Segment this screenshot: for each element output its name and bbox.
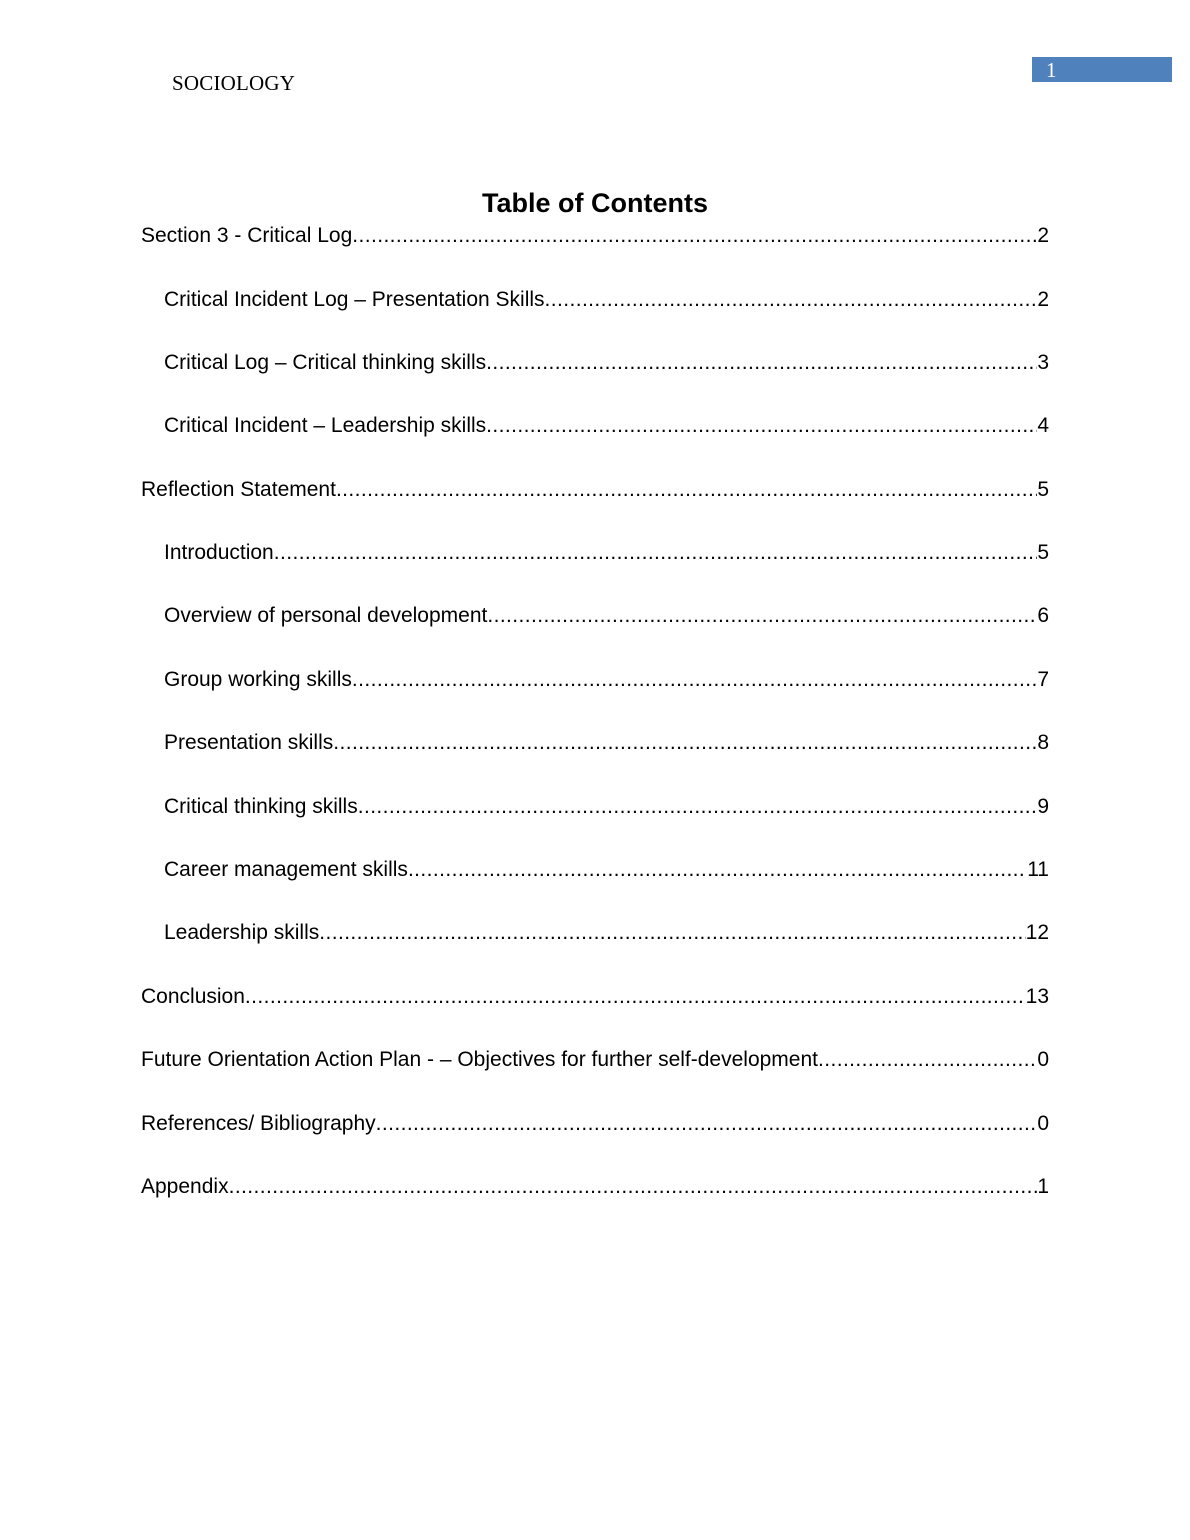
toc-entry-label: References/ Bibliography bbox=[141, 1112, 376, 1135]
toc-entry-section-3[interactable] bbox=[141, 223, 1049, 249]
toc-entry-page: 4 bbox=[1037, 414, 1049, 437]
dot-leader bbox=[818, 1047, 1037, 1073]
toc-entry-page: 3 bbox=[1037, 351, 1049, 374]
toc-entry-label: Presentation skills bbox=[164, 731, 334, 754]
toc-entry-page: 8 bbox=[1037, 731, 1049, 754]
toc-entry-presentation-skills[interactable] bbox=[164, 730, 1049, 756]
toc-entry-page: 13 bbox=[1025, 985, 1049, 1008]
toc-entry-label: Conclusion bbox=[141, 985, 245, 1008]
toc-entry-page: 7 bbox=[1037, 668, 1049, 691]
toc-heading: Table of Contents bbox=[482, 188, 708, 218]
toc-entry-label: Leadership skills bbox=[164, 921, 320, 944]
toc-entry-overview-personal-development[interactable] bbox=[164, 603, 1049, 629]
toc-entry-future-orientation-action-plan[interactable] bbox=[141, 1047, 1049, 1073]
toc-entry-appendix[interactable] bbox=[141, 1174, 1049, 1200]
dot-leader bbox=[486, 413, 1037, 439]
dot-leader bbox=[229, 1174, 1038, 1200]
toc-entry-conclusion[interactable] bbox=[141, 984, 1049, 1010]
dot-leader bbox=[408, 857, 1027, 883]
dot-leader bbox=[333, 730, 1037, 756]
dot-leader bbox=[319, 920, 1025, 946]
toc-entry-critical-incident-leadership[interactable] bbox=[164, 413, 1049, 439]
toc-entry-label: Section 3 - Critical Log bbox=[141, 224, 353, 247]
toc-entry-group-working-skills[interactable] bbox=[164, 667, 1049, 693]
running-header-title: SOCIOLOGY bbox=[172, 71, 296, 95]
toc-entry-critical-log-critical-thinking[interactable] bbox=[164, 350, 1049, 376]
dot-leader bbox=[486, 350, 1037, 376]
toc-entry-page: 2 bbox=[1037, 224, 1049, 247]
toc-entry-label: Future Orientation Action Plan - – Objectives for further self-development bbox=[141, 1048, 818, 1071]
toc-entry-page: 12 bbox=[1025, 921, 1049, 944]
toc-entry-page: 2 bbox=[1037, 288, 1049, 311]
toc-entry-label: Career management skills bbox=[164, 858, 408, 881]
toc-entry-label: Appendix bbox=[141, 1175, 229, 1198]
toc-entry-label: Critical thinking skills bbox=[164, 795, 358, 818]
toc-entry-label: Critical Incident Log – Presentation Skills bbox=[164, 288, 545, 311]
dot-leader bbox=[358, 794, 1038, 820]
dot-leader bbox=[376, 1111, 1038, 1137]
toc-entry-reflection-statement[interactable] bbox=[141, 477, 1049, 503]
toc-entry-references-bibliography[interactable] bbox=[141, 1111, 1049, 1137]
toc-entry-label: Introduction bbox=[164, 541, 274, 564]
toc-entry-page: 1 bbox=[1037, 1175, 1049, 1198]
toc-entry-page: 6 bbox=[1037, 604, 1049, 627]
toc-entry-label: Reflection Statement bbox=[141, 478, 336, 501]
page-number: 1 bbox=[1046, 58, 1057, 82]
toc-entry-page: 5 bbox=[1037, 541, 1049, 564]
page-number-badge bbox=[1032, 57, 1172, 82]
dot-leader bbox=[245, 984, 1026, 1010]
toc-entry-page: 11 bbox=[1027, 858, 1049, 881]
dot-leader bbox=[487, 603, 1037, 629]
toc-entry-page: 0 bbox=[1037, 1048, 1049, 1071]
toc-entry-critical-incident-log-presentation[interactable] bbox=[164, 287, 1049, 313]
toc-entry-leadership-skills[interactable] bbox=[164, 920, 1049, 946]
toc-entry-page: 5 bbox=[1037, 478, 1049, 501]
toc-entry-page: 0 bbox=[1037, 1112, 1049, 1135]
toc-entry-label: Group working skills bbox=[164, 668, 352, 691]
dot-leader bbox=[352, 667, 1037, 693]
toc-entry-label: Overview of personal development bbox=[164, 604, 488, 627]
dot-leader bbox=[352, 223, 1037, 249]
dot-leader bbox=[336, 477, 1037, 503]
dot-leader bbox=[274, 540, 1038, 566]
toc-entry-label: Critical Log – Critical thinking skills bbox=[164, 351, 487, 374]
toc-entry-page: 9 bbox=[1037, 795, 1049, 818]
toc-entry-career-management-skills[interactable] bbox=[164, 857, 1049, 883]
toc-entry-label: Critical Incident – Leadership skills bbox=[164, 414, 487, 437]
dot-leader bbox=[545, 287, 1038, 313]
toc-entry-critical-thinking-skills[interactable] bbox=[164, 794, 1049, 820]
toc-entry-introduction[interactable] bbox=[164, 540, 1049, 566]
